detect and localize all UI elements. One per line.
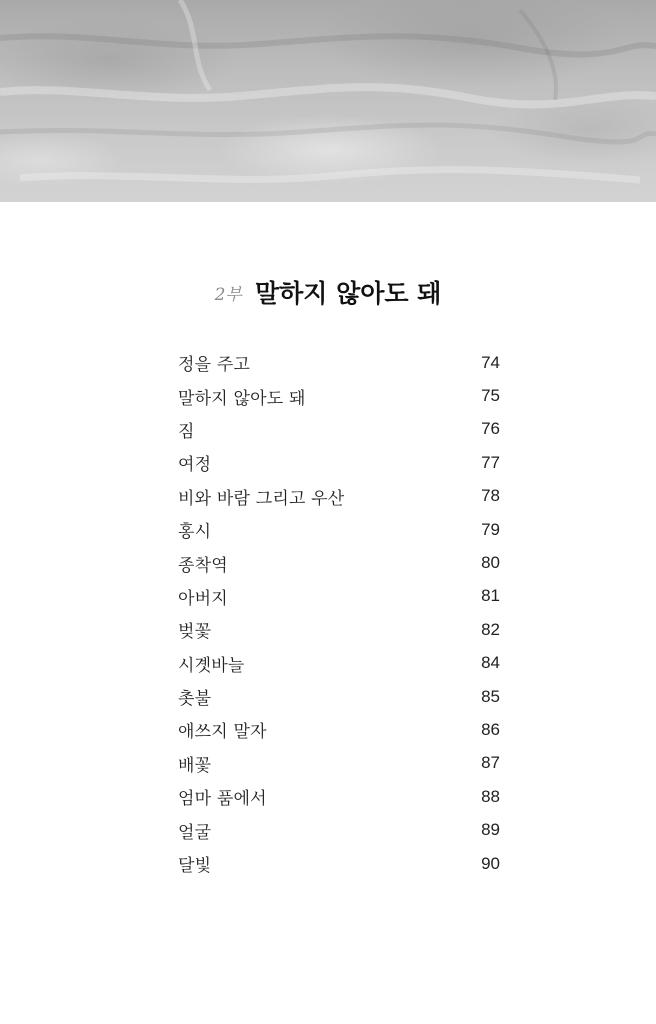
toc-entry (178, 413, 500, 446)
toc-entry (178, 580, 500, 613)
toc-entry-page: 86 (481, 719, 500, 739)
toc-entry-title: 정을 주고 (178, 355, 251, 376)
toc-entry-page: 88 (481, 786, 500, 806)
toc-entry-page: 90 (481, 853, 500, 873)
toc-entry-title: 비와 바람 그리고 우산 (178, 488, 345, 509)
toc-entry-title: 아버지 (178, 588, 228, 609)
toc-entry (178, 680, 500, 713)
toc-entry (178, 813, 500, 846)
toc-entry (178, 780, 500, 813)
header-texture-image (0, 0, 656, 202)
toc-entry-page: 89 (481, 820, 500, 840)
toc-entry (178, 647, 500, 680)
toc-entry (178, 480, 500, 513)
table-of-contents (178, 346, 500, 880)
toc-entry-title: 촛불 (178, 689, 212, 710)
toc-entry-page: 81 (481, 586, 500, 606)
toc-entry-title: 시곗바늘 (178, 655, 245, 676)
toc-entry-title: 짐 (178, 421, 195, 442)
toc-entry (178, 713, 500, 746)
toc-entry-title: 말하지 않아도 돼 (178, 388, 306, 409)
toc-entry (178, 513, 500, 546)
toc-entry (178, 446, 500, 479)
toc-entry-page: 78 (481, 486, 500, 506)
toc-entry-page: 74 (481, 352, 500, 372)
toc-entry (178, 847, 500, 880)
toc-entry (178, 613, 500, 646)
toc-entry-title: 얼굴 (178, 822, 212, 843)
toc-entry-page: 84 (481, 653, 500, 673)
toc-entry-page: 77 (481, 452, 500, 472)
part-heading (0, 274, 656, 310)
toc-entry-title: 종착역 (178, 555, 228, 576)
toc-entry-title: 벚꽃 (178, 622, 212, 643)
toc-entry-page: 82 (481, 619, 500, 639)
toc-entry-page: 80 (481, 553, 500, 573)
toc-entry-page: 85 (481, 686, 500, 706)
toc-entry-page: 75 (481, 386, 500, 406)
toc-entry-title: 배꽃 (178, 755, 212, 776)
part-number-label: 2부 (214, 284, 242, 305)
toc-entry-page: 79 (481, 519, 500, 539)
toc-entry-title: 애쓰지 말자 (178, 722, 267, 743)
toc-entry-title: 달빛 (178, 856, 212, 877)
toc-entry (178, 346, 500, 379)
texture-strokes (0, 0, 656, 202)
toc-entry-page: 76 (481, 419, 500, 439)
toc-entry-page: 87 (481, 753, 500, 773)
toc-entry-title: 여정 (178, 455, 212, 476)
toc-entry-title: 홍시 (178, 522, 212, 543)
toc-entry (178, 546, 500, 579)
toc-entry-title: 엄마 품에서 (178, 789, 267, 810)
toc-entry (178, 747, 500, 780)
part-title-text: 말하지 않아도 돼 (254, 279, 442, 308)
toc-entry (178, 379, 500, 412)
